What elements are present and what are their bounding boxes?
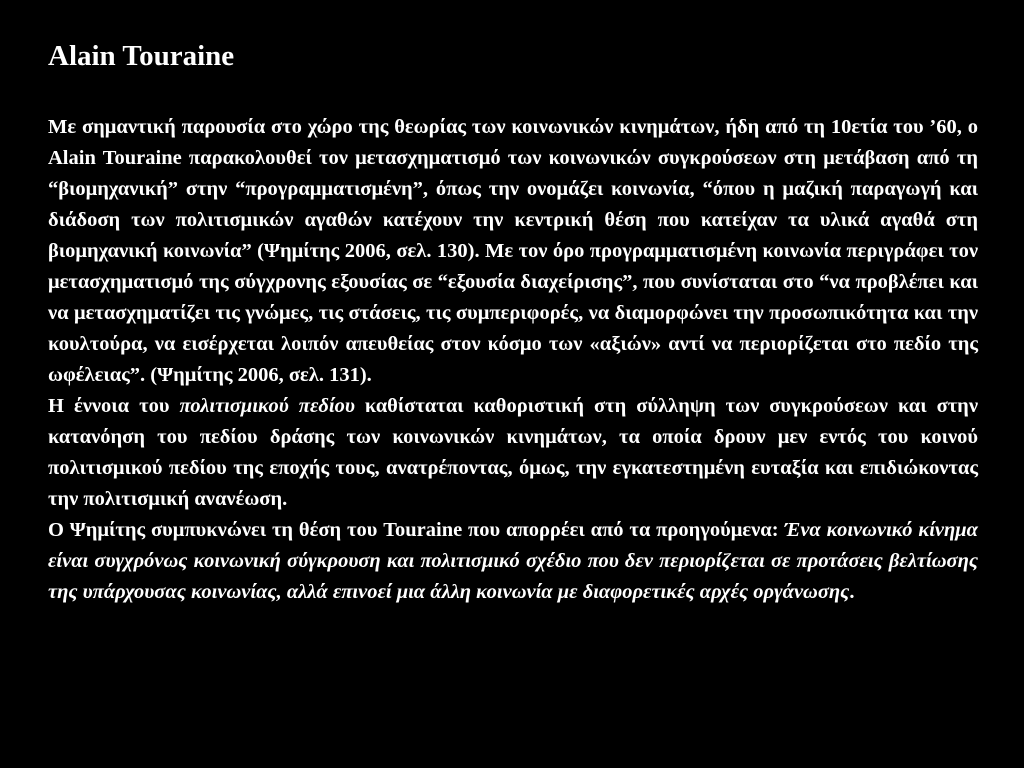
cultural-field-term: πολιτισμικού πεδίου (179, 395, 355, 417)
slide-title: Alain Touraine (48, 40, 235, 72)
slide-content (48, 38, 978, 608)
paragraph-summary (48, 515, 978, 608)
paragraph-summary-start: Ο Ψημίτης συμπυκνώνει τη θέση του Touraine που απορρέει από τα προηγούμενα: (48, 519, 785, 541)
paragraph-cultural-field-start: Η έννοια του (48, 395, 180, 417)
slide-body (48, 112, 978, 608)
social-movement-definition: Ένα κοινωνικό κίνημα είναι συγχρόνως κοινωνική σύγκρουση και πολιτισμικό σχέδιο που δεν περιορίζεται σε προτάσεις βελτίωσης της υπάρχουσας κοινωνίας, αλλά επινοεί μια άλλη κοινωνία με διαφορετικές αρχές οργάνωσης (48, 519, 978, 603)
paragraph-summary-end: . (849, 581, 855, 603)
paragraph-cultural-field-rest: καθίσταται καθοριστική στη σύλληψη των συγκρούσεων και στην κατανόηση του πεδίου δράσης των κοινωνικών κινημάτων, τα οποία δρουν μεν εντός του κοινού πολιτισμικού πεδίου της εποχής τους, ανατρέποντας, όμως, την εγκατεστημένη ευταξία και επιδιώκοντας την πολιτισμική ανανέωση. (48, 395, 978, 510)
paragraph-cultural-field (48, 391, 978, 515)
paragraph-intro: Με σημαντική παρουσία στο χώρο της θεωρίας των κοινωνικών κινημάτων, ήδη από τη 10ετία του ’60, ο Alain Touraine παρακολουθεί τον μετασχηματισμό των κοινωνικών συγκρούσεων στη μετάβαση από τη “βιομηχανική” στην “προγραμματισμένη”, όπως την ονομάζει κοινωνία, “όπου η μαζική παραγωγή και διάδοση των πολιτισμικών αγαθών κατέχουν την κεντρική θέση που κατείχαν τα υλικά αγαθά στη βιομηχανική κοινωνία” (Ψημίτης 2006, σελ. 130). Με τον όρο προγραμματισμένη κοινωνία περιγράφει τον μετασχηματισμό της σύγχρονης εξουσίας σε “εξουσία διαχείρισης”, που συνίσταται στο “να προβλέπει και να μετασχηματίζει τις γνώμες, τις στάσεις, τις συμπεριφορές, να διαμορφώνει την προσωπικότητα και την κουλτούρα, να εισέρχεται λοιπόν απευθείας στον κόσμο των «αξιών» αντί να περιορίζεται στο πεδίο της ωφέλειας”. (Ψημίτης 2006, σελ. 131). (48, 116, 978, 386)
